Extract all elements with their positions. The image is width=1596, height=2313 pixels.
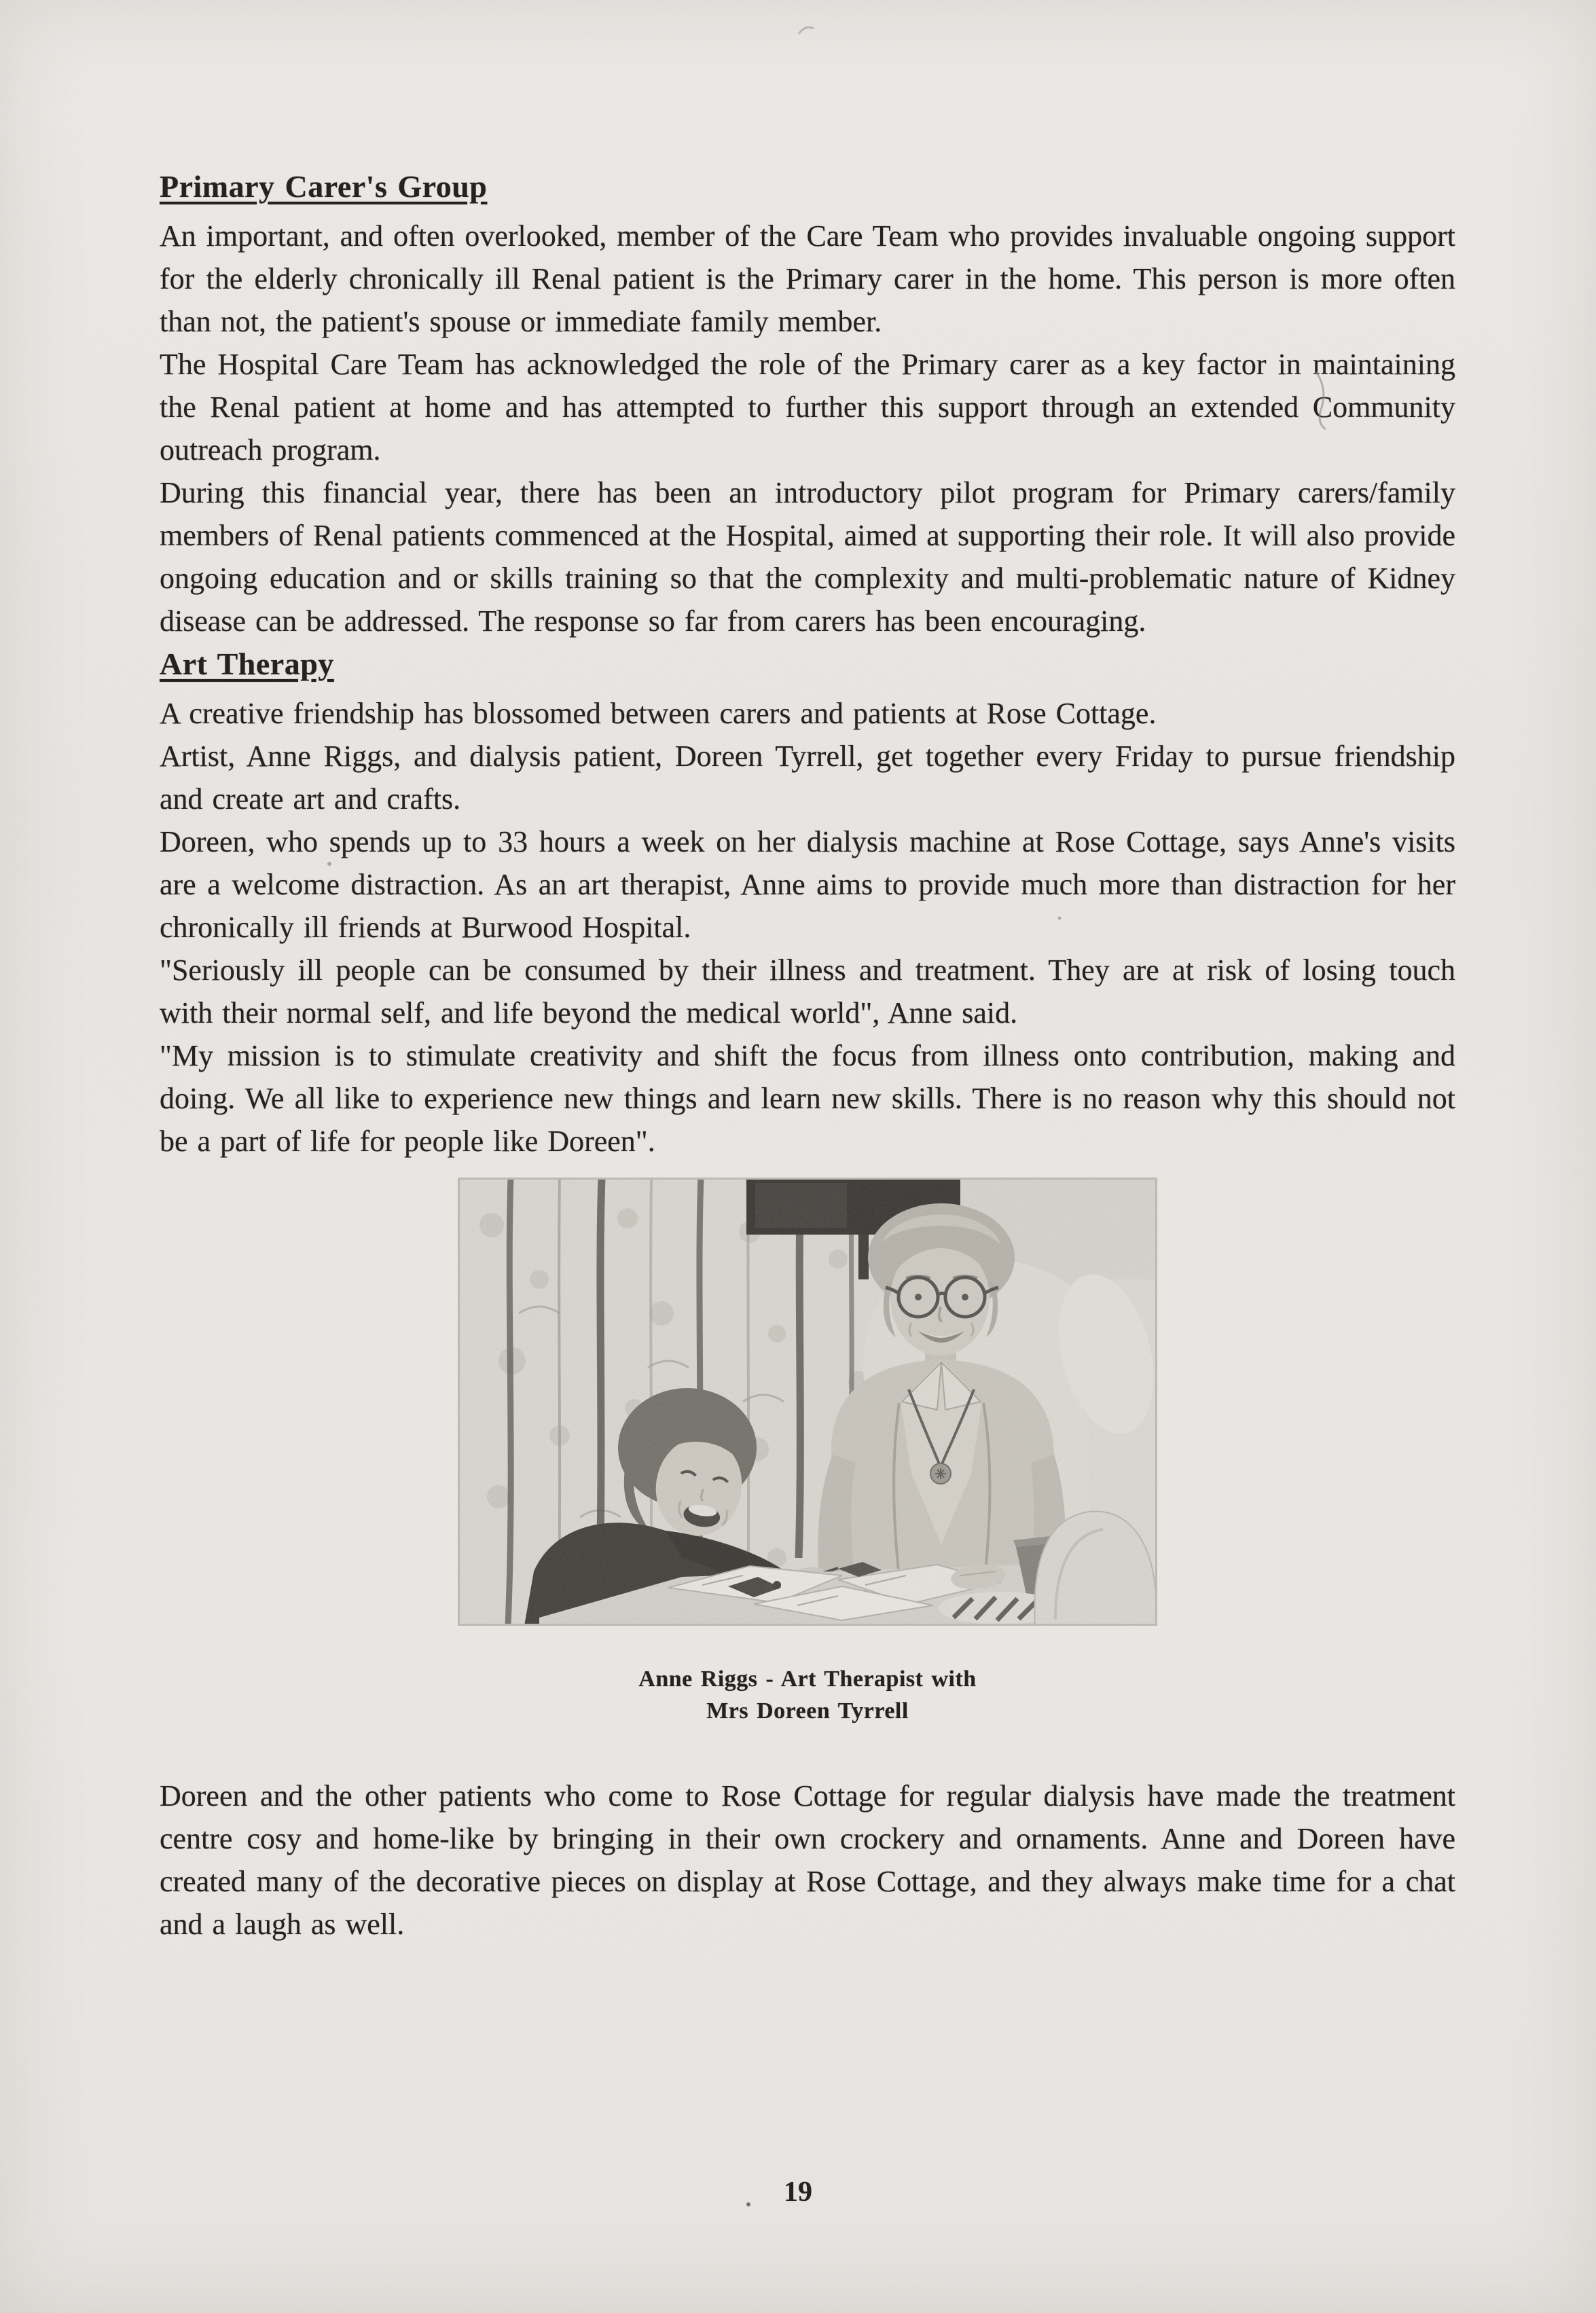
page-number: 19 bbox=[784, 2177, 812, 2208]
heading-art-therapy bbox=[160, 642, 1455, 685]
heading-primary-carers-group bbox=[160, 165, 1455, 208]
para-creative-friendship: A creative friendship has blossomed between carers and patients at Rose Cottage. bbox=[160, 697, 1157, 730]
para-doreen-dialysis: Doreen, who spends up to 33 hours a week on her dialysis machine at Rose Cottage, says Anne's visits are a welcome distraction. As an art therapist, Anne aims to provide much more than distraction for her chronically ill friends at Burwood Hospital. bbox=[160, 825, 1455, 944]
para-hospital-care-team: The Hospital Care Team has acknowledged the role of the Primary carer as a key factor in maintaining the Renal patient at home and has attempted to further this support through an extended Community outreach program. bbox=[160, 348, 1455, 467]
photo-caption bbox=[160, 1663, 1455, 1727]
para-artist-patient: Artist, Anne Riggs, and dialysis patient, Doreen Tyrrell, get together every Friday to pursue friendship and create art and crafts. bbox=[160, 740, 1455, 816]
text-column bbox=[160, 165, 1455, 1946]
photo-caption-line-2: Mrs Doreen Tyrrell bbox=[706, 1698, 909, 1724]
para-quote-my-mission: "My mission is to stimulate creativity and shift the focus from illness onto contribution, making and doing. We all like to experience new things and learn new skills. There is no reason why this should not be a part of life for people like Doreen". bbox=[160, 1039, 1455, 1158]
photo-grain bbox=[458, 1178, 1157, 1626]
photo-halftone-image bbox=[458, 1178, 1157, 1626]
heading-art-therapy-text: Art Therapy bbox=[160, 646, 334, 681]
para-primary-intro: An important, and often overlooked, member of the Care Team who provides invaluable ongoing support for the elderly chronically ill Renal patient is the Primary carer in the home. This person is more often than not, the patient's spouse or immediate family member. bbox=[160, 219, 1455, 338]
photo-anne-riggs-doreen-tyrrell bbox=[160, 1178, 1455, 1637]
heading-primary-carers-group-text: Primary Carer's Group bbox=[160, 169, 488, 204]
para-quote-seriously-ill: "Seriously ill people can be consumed by their illness and treatment. They are at risk of losing touch with their normal self, and life beyond the medical world", Anne said. bbox=[160, 953, 1455, 1030]
para-pilot-program: During this financial year, there has been an introductory pilot program for Primary carers/family members of Renal patients commenced at the Hospital, aimed at supporting their role. It will also provide ongoing education and or skills training so that the complexity and multi-problematic nature of Kidney disease can be addressed. The response so far from carers has been encouraging. bbox=[160, 476, 1455, 638]
photo-caption-line-1: Anne Riggs - Art Therapist with bbox=[638, 1667, 977, 1692]
para-closing-rose-cottage: Doreen and the other patients who come to Rose Cottage for regular dialysis have made the treatment centre cosy and home-like by bringing in their own crockery and ornaments. Anne and Doreen have created many of the decorative pieces on display at Rose Cottage, and they always make time for a chat and a laugh as well. bbox=[160, 1779, 1455, 1941]
